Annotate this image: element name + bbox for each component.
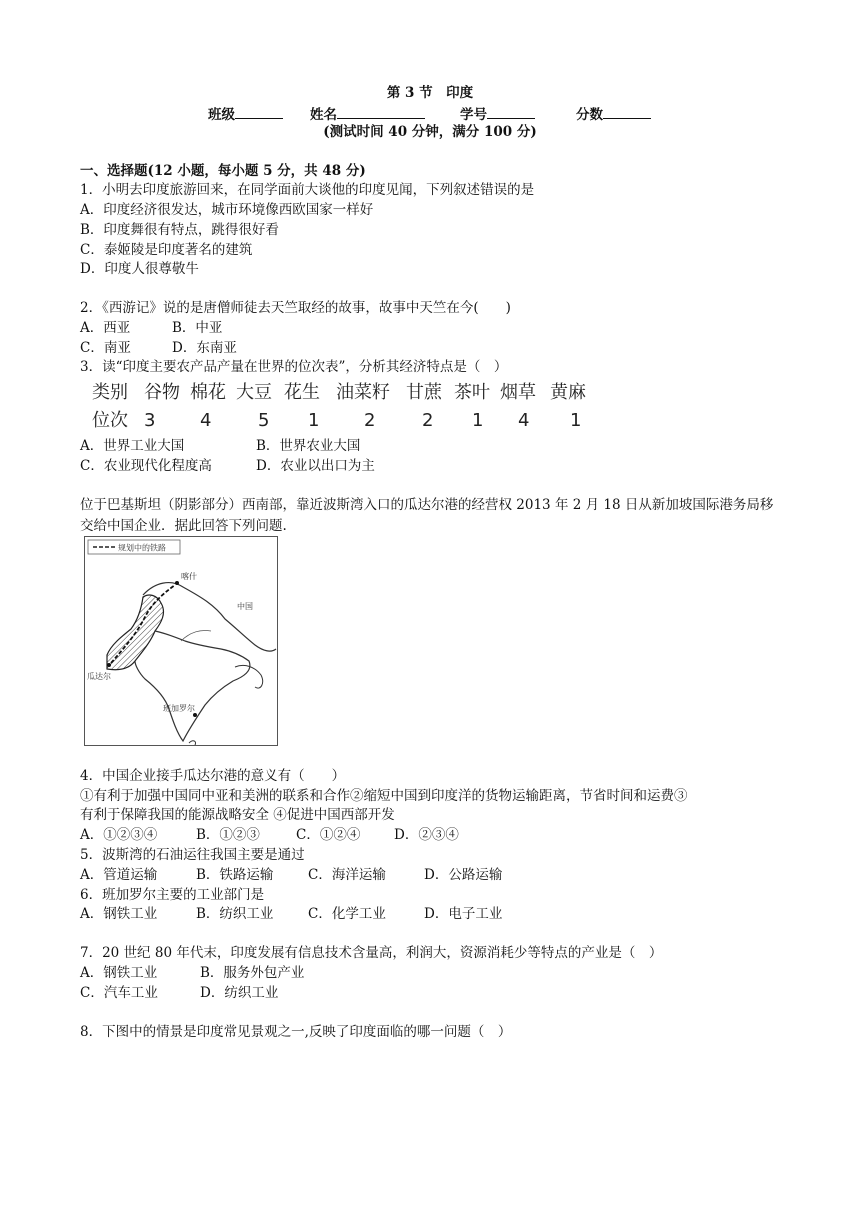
q4-option-c[interactable]: C．①②④ [296, 827, 361, 843]
q5-option-d[interactable]: D．公路运输 [424, 867, 503, 883]
q7-option-c[interactable]: C．汽车工业 [80, 985, 158, 1001]
table-category: 油菜籽 [336, 382, 390, 403]
table-rank: 4 [200, 410, 212, 431]
q5-stem: 5．波斯湾的石油运往我国主要是通过 [80, 847, 305, 863]
q6-option-a[interactable]: A．钢铁工业 [80, 906, 158, 922]
q3-option-c[interactable]: C．农业现代化程度高 [80, 458, 212, 474]
score-blank[interactable] [603, 104, 651, 119]
q1-option-c[interactable]: C．泰姬陵是印度著名的建筑 [80, 242, 253, 258]
china-label: 中国 [237, 602, 253, 611]
table-header-label: 类别 [92, 382, 128, 403]
q4-option-b[interactable]: B．①②③ [196, 827, 260, 843]
student-id-blank[interactable] [487, 104, 535, 119]
field-name: 姓名 [310, 104, 425, 125]
q7-option-d[interactable]: D．纺织工业 [200, 985, 279, 1001]
kashi-label: 喀什 [181, 572, 197, 581]
q3-option-a[interactable]: A．世界工业大国 [80, 438, 185, 454]
table-category: 花生 [284, 382, 320, 403]
page-title: 第 3 节 印度 [386, 85, 474, 101]
gwadar-label: 瓜达尔 [87, 672, 111, 681]
reading-passage: 位于巴基斯坦（阴影部分）西南部，靠近波斯湾入口的瓜达尔港的经营权 2013 年 2 月 18 日从新加坡国际港务局移交给中国企业．据此回答下列问题. [80, 497, 774, 534]
q2-option-a[interactable]: A．西亚 [80, 320, 131, 336]
table-rank: 1 [570, 410, 582, 431]
q1-option-d[interactable]: D．印度人很尊敬牛 [80, 261, 199, 277]
bangalore-marker [193, 713, 197, 717]
south-asia-map [84, 536, 278, 746]
q8-stem: 8．下图中的情景是印度常见景观之一,反映了印度面临的哪一问题（ ） [80, 1024, 512, 1040]
table-rank: 2 [364, 410, 376, 431]
q6-option-c[interactable]: C．化学工业 [308, 906, 386, 922]
q7-stem: 7．20 世纪 80 年代末，印度发展有信息技术含量高，利润大，资源消耗少等特点的产业是（ ） [80, 945, 663, 961]
table-rank: 2 [422, 410, 434, 431]
table-category: 棉花 [190, 382, 226, 403]
table-rank: 1 [472, 410, 484, 431]
q4-statement-line1: ①有利于加强中国同中亚和美洲的联系和合作②缩短中国到印度洋的货物运输距离，节省时间和运费③ [80, 788, 688, 804]
table-category: 甘蔗 [406, 382, 442, 403]
table-category: 茶叶 [454, 382, 490, 403]
table-category: 烟草 [500, 382, 536, 403]
q6-option-b[interactable]: B．纺织工业 [196, 906, 274, 922]
q5-option-a[interactable]: A．管道运输 [80, 867, 158, 883]
q5-option-c[interactable]: C．海洋运输 [308, 867, 386, 883]
river-line [181, 630, 211, 641]
legend-label: 规划中的铁路 [118, 543, 166, 553]
q2-option-b[interactable]: B．中亚 [172, 320, 223, 336]
q7-option-a[interactable]: A．钢铁工业 [80, 965, 158, 981]
q1-option-a[interactable]: A．印度经济很发达，城市环境像西欧国家一样好 [80, 202, 374, 218]
test-subtitle: (测试时间 40 分钟，满分 100 分) [323, 124, 537, 140]
sri-lanka-outline [189, 741, 196, 745]
crop-rank-table [86, 380, 592, 434]
q3-option-d[interactable]: D．农业以出口为主 [256, 458, 375, 474]
table-category: 大豆 [236, 382, 272, 403]
table-rank: 4 [518, 410, 530, 431]
india-outline [135, 631, 250, 741]
q3-stem: 3．读“印度主要农产品产量在世界的位次表”，分析其经济特点是（ ） [80, 359, 508, 375]
q2-option-c[interactable]: C．南亚 [80, 340, 131, 356]
map-drawing [85, 537, 277, 745]
q1-option-b[interactable]: B．印度舞很有特点，跳得很好看 [80, 222, 279, 238]
table-rank: 3 [144, 410, 156, 431]
q4-option-d[interactable]: D．②③④ [394, 827, 459, 843]
table-rank: 5 [258, 410, 270, 431]
q2-option-d[interactable]: D．东南亚 [172, 340, 237, 356]
q4-stem: 4．中国企业接手瓜达尔港的意义有（ ） [80, 768, 346, 784]
table-rank: 1 [308, 410, 320, 431]
q7-option-b[interactable]: B．服务外包产业 [200, 965, 305, 981]
table-rank-label: 位次 [92, 410, 128, 431]
q3-option-b[interactable]: B．世界农业大国 [256, 438, 361, 454]
class-blank[interactable] [235, 104, 283, 119]
name-blank[interactable] [337, 104, 425, 119]
gwadar-marker [107, 663, 111, 667]
q4-statement-line2: 有利于保障我国的能源战略安全 ④促进中国西部开发 [80, 807, 395, 823]
section-heading: 一、选择题(12 小题，每小题 5 分，共 48 分) [80, 163, 366, 179]
q1-stem: 1．小明去印度旅游回来，在同学面前大谈他的印度见闻，下列叙述错误的是 [80, 182, 535, 198]
q4-option-a[interactable]: A．①②③④ [80, 827, 158, 843]
field-class: 班级 [208, 104, 283, 125]
kashi-marker [175, 581, 179, 585]
field-student-id: 学号 [460, 104, 535, 125]
q6-option-d[interactable]: D．电子工业 [424, 906, 503, 922]
q2-stem: 2．《西游记》说的是唐僧师徒去天竺取经的故事，故事中天竺在今( ) [80, 300, 511, 316]
table-category: 谷物 [144, 382, 180, 403]
table-category: 黄麻 [550, 382, 586, 403]
q6-stem: 6．班加罗尔主要的工业部门是 [80, 887, 265, 903]
q5-option-b[interactable]: B．铁路运输 [196, 867, 274, 883]
bangalore-label: 班加罗尔 [163, 704, 195, 713]
field-score: 分数 [576, 104, 651, 125]
